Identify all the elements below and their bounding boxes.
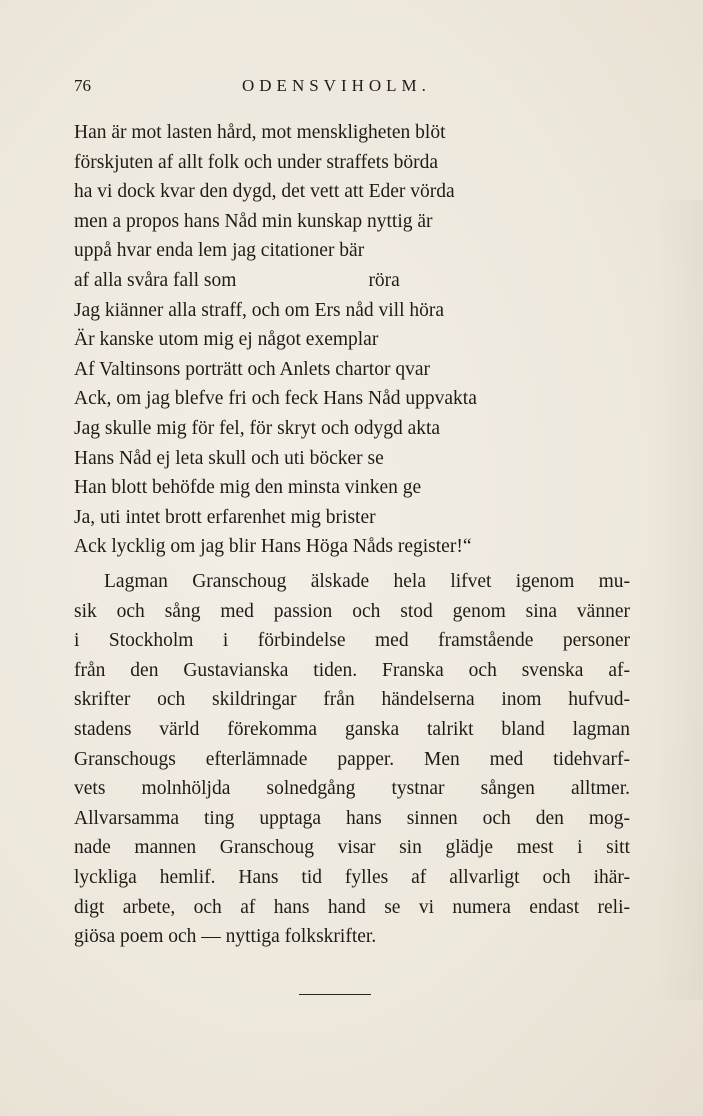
verse-line: Af Valtinsons porträtt och Anlets chartor qvar bbox=[74, 358, 430, 380]
prose-line: nade mannen Granschoug visar sin glädje mest i sitt bbox=[74, 837, 630, 859]
prose-line: giösa poem och — nyttiga folkskrifter. bbox=[74, 926, 377, 948]
verse-line: men a propos hans Nåd min kunskap nyttig är bbox=[74, 210, 433, 232]
show-through-shading bbox=[655, 200, 703, 1000]
prose-line: Lagman Granschoug älskade hela lifvet igenom mu- bbox=[104, 571, 630, 592]
prose-line: i Stockholm i förbindelse med framstående personer bbox=[74, 630, 630, 652]
running-title: ODENSVIHOLM. bbox=[242, 76, 431, 95]
prose-paragraph bbox=[74, 567, 630, 952]
verse-line: Är kanske utom mig ej något exemplar bbox=[74, 329, 379, 351]
prose-line: digt arbete, och af hans hand se vi numera endast reli- bbox=[74, 896, 630, 918]
verse-line: Han blott behöfde mig den minsta vinken ge bbox=[74, 477, 422, 499]
page-header bbox=[74, 76, 634, 102]
verse-line: Ack lycklig om jag blir Hans Höga Nåds register!“ bbox=[74, 536, 472, 558]
verse-block bbox=[74, 118, 634, 562]
prose-line: lyckliga hemlif. Hans tid fylles af allvarligt och ihär- bbox=[74, 866, 630, 888]
verse-line-with-gap bbox=[74, 266, 634, 296]
prose-line: sik och sång med passion och stod genom sina vänner bbox=[74, 600, 630, 622]
verse-line: Ack, om jag blefve fri och feck Hans Nåd uppvakta bbox=[74, 388, 477, 410]
section-end-rule bbox=[299, 994, 371, 995]
prose-line: från den Gustavianska tiden. Franska och svenska af- bbox=[74, 659, 630, 681]
prose-line: vets molnhöljda solnedgång tystnar sången alltmer. bbox=[74, 778, 630, 800]
verse-line: Jag kiänner alla straff, och om Ers nåd vill höra bbox=[74, 299, 445, 321]
verse-line: Han är mot lasten hård, mot menskligheten blöt bbox=[74, 122, 446, 143]
verse-line: ha vi dock kvar den dygd, det vett att Eder vörda bbox=[74, 181, 455, 203]
verse-line-part: af alla svåra fall som bbox=[74, 269, 237, 291]
prose-line: Allvarsamma ting upptaga hans sinnen och den mog- bbox=[74, 807, 630, 829]
verse-line: förskjuten af allt folk och under straffets börda bbox=[74, 151, 439, 173]
prose-line: stadens värld förekomma ganska talrikt bland lagman bbox=[74, 718, 630, 740]
verse-line: Ja, uti intet brott erfarenhet mig brister bbox=[74, 506, 376, 528]
verse-line: uppå hvar enda lem jag citationer bär bbox=[74, 240, 365, 262]
prose-line: skrifter och skildringar från händelserna inom hufvud- bbox=[74, 689, 630, 711]
verse-line: Hans Nåd ej leta skull och uti böcker se bbox=[74, 447, 384, 469]
page-number: 76 bbox=[74, 76, 91, 95]
verse-line-part: röra bbox=[368, 269, 400, 291]
prose-line: Granschougs efterlämnade papper. Men med tidehvarf- bbox=[74, 748, 630, 770]
verse-line: Jag skulle mig för fel, för skryt och odygd akta bbox=[74, 417, 441, 439]
